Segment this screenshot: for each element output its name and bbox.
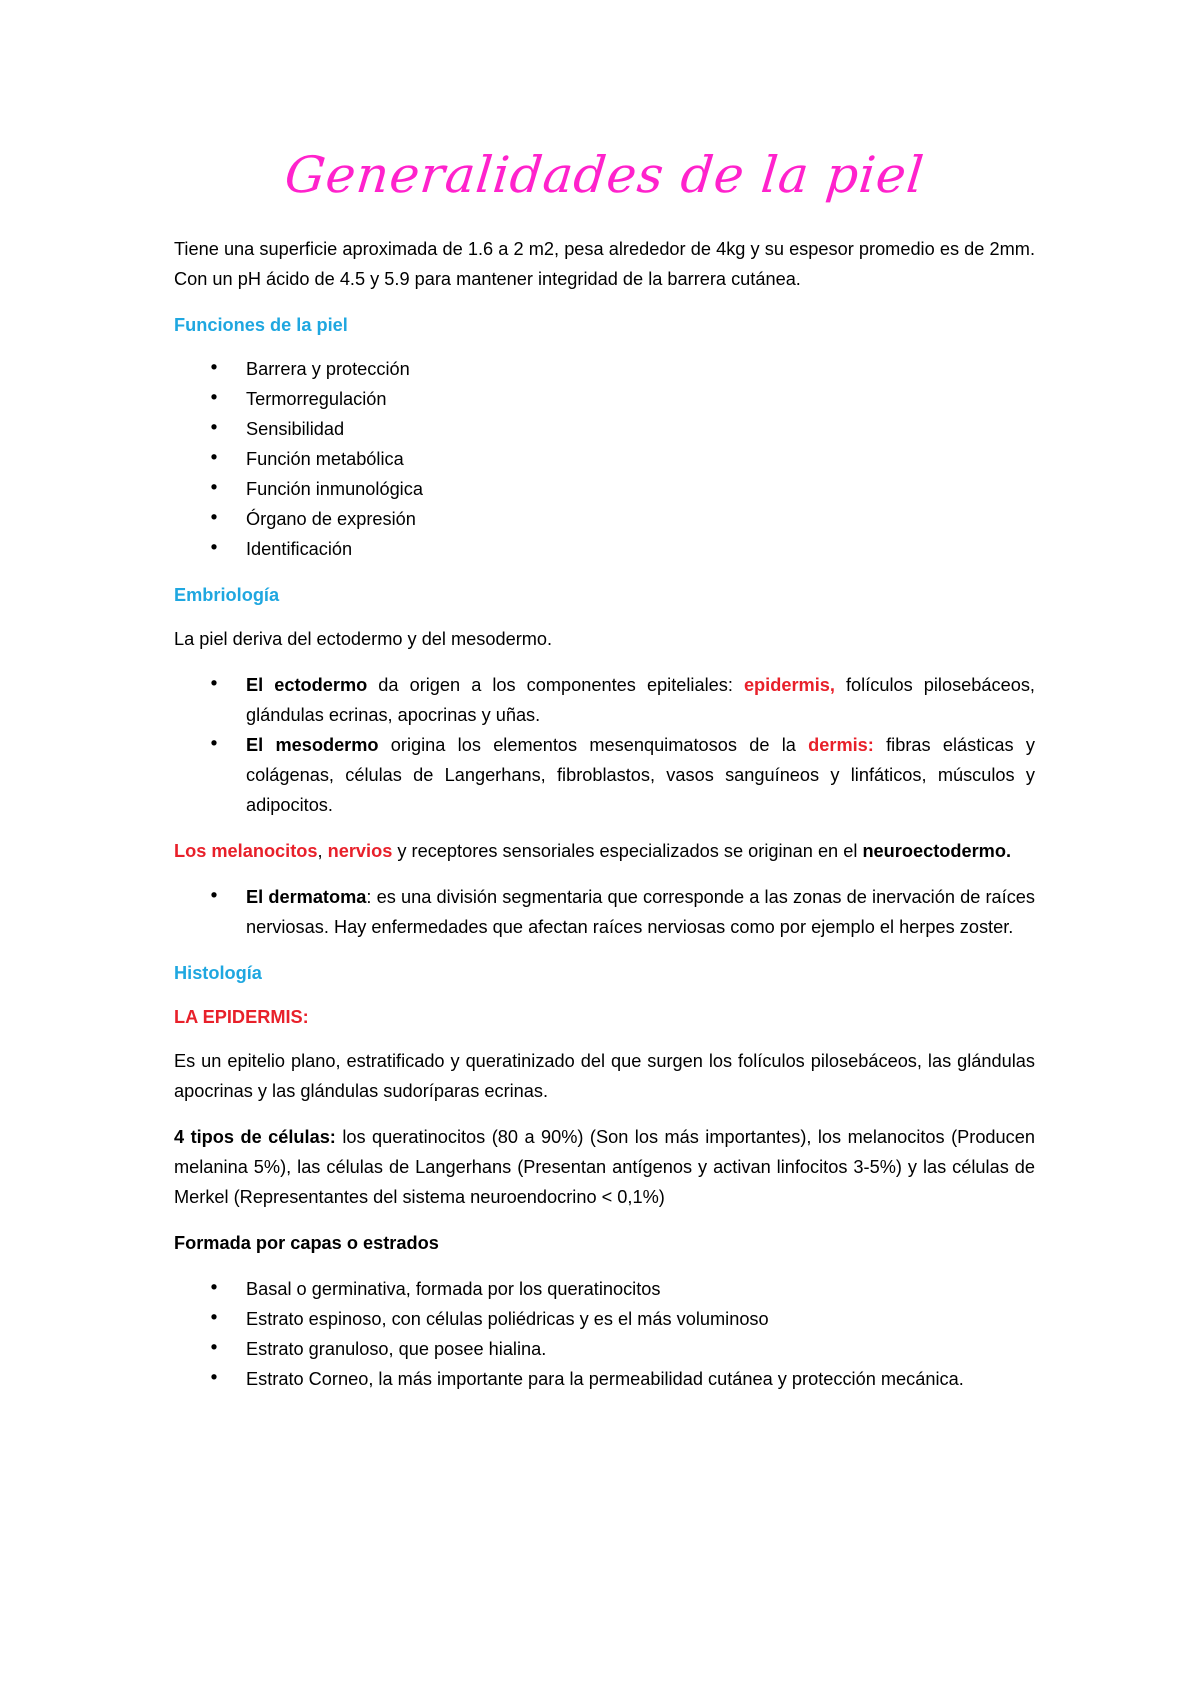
list-item: [174, 474, 1035, 504]
bullet-icon: •: [208, 508, 220, 529]
text: origina los elementos mesenquimatosos de la: [378, 735, 809, 755]
list-item-mesodermo: [174, 730, 1035, 820]
tipos-celulas-paragraph: [174, 1122, 1035, 1212]
term-tipos-celulas: 4 tipos de células:: [174, 1127, 336, 1147]
text: : es una división segmentaria que corresponde a las zonas de inervación de raíces nerviosas. Hay enfermedades que afectan raíces nerviosas como por ejemplo el herpes zoster.: [246, 887, 1035, 937]
bullet-icon: •: [208, 1368, 220, 1389]
section-heading-embriologia: Embriología: [174, 585, 280, 605]
list-item-text: Barrera y protección: [246, 359, 410, 379]
list-item-dermatoma: [174, 882, 1035, 942]
list-item: [174, 1304, 1035, 1334]
dermatoma-list: [174, 882, 1035, 942]
list-item-text: Sensibilidad: [246, 419, 345, 439]
document-title: Generalidades de la piel: [282, 146, 927, 204]
highlight-nervios: nervios: [327, 841, 393, 861]
highlight-melanocitos: Los melanocitos: [174, 841, 318, 861]
epidermis-paragraph: Es un epitelio plano, estratificado y queratinizado del que surgen los folículos pilosebáceos, las glándulas apocrinas y las glándulas sudoríparas ecrinas.: [174, 1051, 1035, 1101]
list-item-text: Estrato granuloso, que posee hialina.: [246, 1339, 547, 1359]
list-item: [174, 444, 1035, 474]
list-item-text: Función inmunológica: [246, 479, 423, 499]
term-ectodermo: El ectodermo: [246, 675, 368, 695]
bullet-icon: •: [208, 1338, 220, 1359]
bullet-icon: •: [208, 388, 220, 409]
list-item: [174, 384, 1035, 414]
document-content: [174, 140, 1035, 1410]
bullet-icon: •: [208, 418, 220, 439]
section-heading-funciones: Funciones de la piel: [174, 315, 348, 335]
text: y receptores sensoriales especializados se originan en el: [392, 841, 863, 861]
list-item: [174, 504, 1035, 534]
list-item-text: Órgano de expresión: [246, 509, 416, 529]
bullet-icon: •: [208, 734, 220, 755]
bullet-icon: •: [208, 358, 220, 379]
subheading-epidermis: LA EPIDERMIS:: [174, 1007, 309, 1027]
list-item: [174, 1364, 1035, 1394]
text: folículos pilosebáceos, glándulas ecrinas, apocrinas y uñas.: [246, 675, 1035, 725]
bullet-icon: •: [208, 1308, 220, 1329]
list-item: [174, 534, 1035, 564]
text: da origen a los componentes epiteliales:: [367, 675, 744, 695]
text: ,: [317, 841, 328, 861]
section-heading-histologia: Histología: [174, 963, 262, 983]
list-item-text: Basal o germinativa, formada por los queratinocitos: [246, 1279, 661, 1299]
embriologia-list: [174, 670, 1035, 820]
text: los queratinocitos (80 a 90%) (Son los más importantes), los melanocitos (Producen melanina 5%), las células de Langerhans (Presentan antígenos y activan linfocitos 3-5%) y las células de Merkel (Representantes del sistema neuroendocrino < 0,1%): [174, 1127, 1035, 1207]
bullet-icon: •: [208, 448, 220, 469]
capas-heading-text: Formada por capas o estrados: [174, 1233, 439, 1253]
highlight-dermis: dermis:: [808, 735, 874, 755]
list-item-text: Termorregulación: [246, 389, 387, 409]
list-item-text: Función metabólica: [246, 449, 404, 469]
list-item-text: Identificación: [246, 539, 353, 559]
bullet-icon: •: [208, 886, 220, 907]
list-item: [174, 1334, 1035, 1364]
capas-heading: [174, 1228, 1035, 1258]
bullet-icon: •: [208, 1278, 220, 1299]
term-dermatoma: El dermatoma: [246, 887, 367, 907]
capas-list: [174, 1274, 1035, 1394]
funciones-list: [174, 354, 1035, 564]
text: fibras elásticas y colágenas, células de Langerhans, fibroblastos, vasos sanguíneos y linfáticos, músculos y adipocitos.: [246, 735, 1035, 815]
embriologia-intro: La piel deriva del ectodermo y del mesodermo.: [174, 629, 553, 649]
bullet-icon: •: [208, 674, 220, 695]
list-item-text: Estrato Corneo, la más importante para la permeabilidad cutánea y protección mecánica.: [246, 1369, 964, 1389]
term-neuroectodermo: neuroectodermo.: [862, 841, 1011, 861]
intro-paragraph: Tiene una superficie aproximada de 1.6 a 2 m2, pesa alrededor de 4kg y su espesor promedio es de 2mm. Con un pH ácido de 4.5 y 5.9 para mantener integridad de la barrera cutánea.: [174, 239, 1035, 289]
term-mesodermo: El mesodermo: [246, 735, 379, 755]
list-item-text: Estrato espinoso, con células poliédricas y es el más voluminoso: [246, 1309, 769, 1329]
list-item: [174, 414, 1035, 444]
neuroectodermo-paragraph: [174, 836, 1035, 866]
bullet-icon: •: [208, 538, 220, 559]
list-item: [174, 354, 1035, 384]
list-item-ectodermo: [174, 670, 1035, 730]
bullet-icon: •: [208, 478, 220, 499]
list-item: [174, 1274, 1035, 1304]
highlight-epidermis: epidermis,: [743, 675, 835, 695]
